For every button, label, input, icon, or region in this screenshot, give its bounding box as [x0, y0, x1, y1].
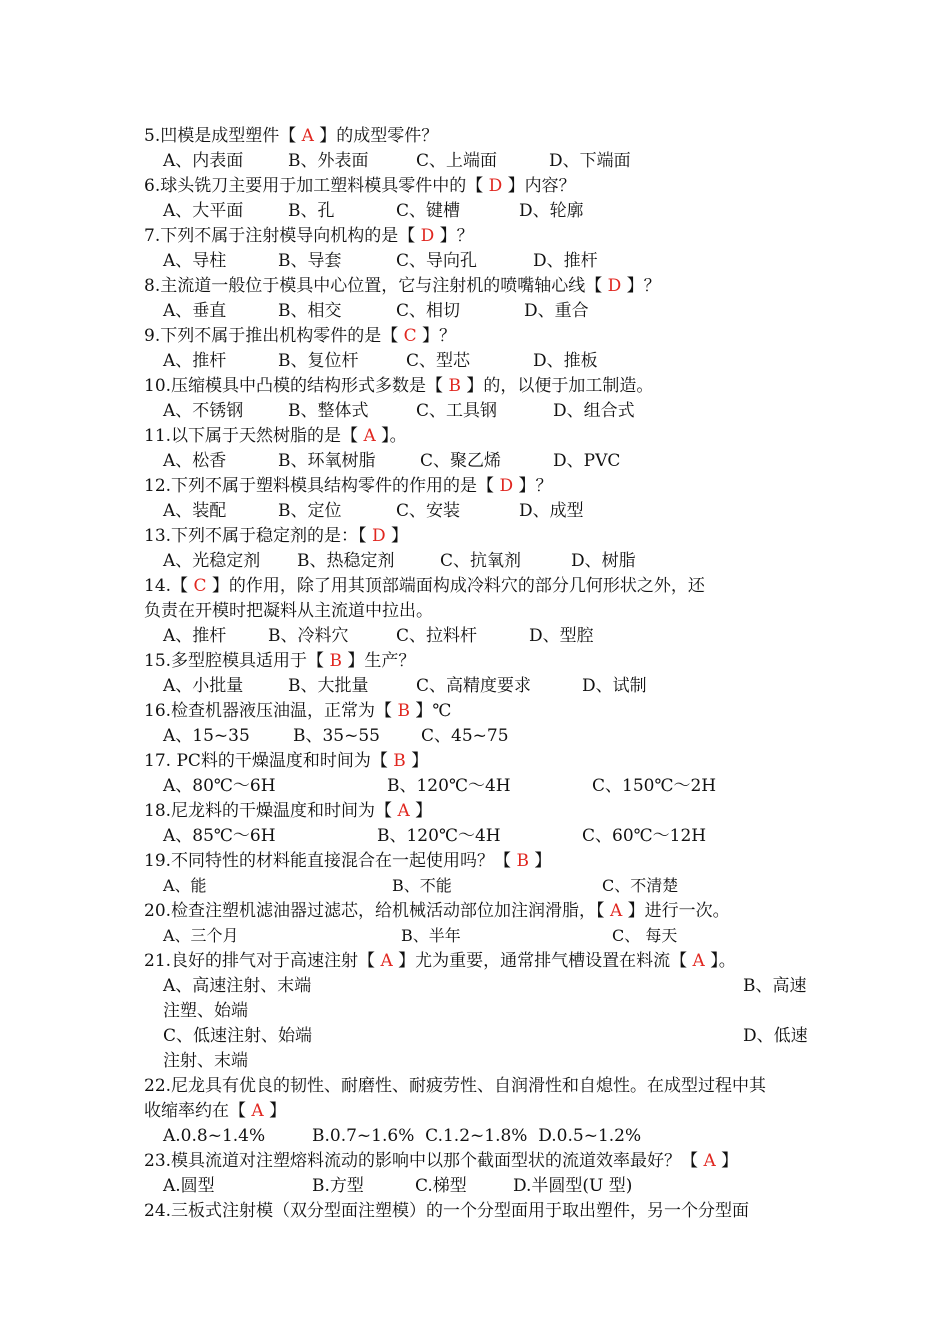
- options-5: A、内表面 B、外表面 C、上端面 D、下端面: [163, 151, 631, 171]
- answer: D: [371, 526, 386, 546]
- question-16: 16.检查机器液压油温，正常为【 B 】℃: [144, 701, 452, 721]
- question-14: 14.【 C 】的作用，除了用其顶部端面构成冷料穴的部分几何形状之外，还: [144, 576, 705, 596]
- answer: A: [397, 801, 410, 821]
- question-20: 20.检查注塑机滤油器过滤芯，给机械活动部位加注润滑脂，【 A 】进行一次。: [144, 901, 730, 921]
- question-7: 7.下列不属于注射模导向机构的是【 D 】？: [144, 226, 474, 246]
- question-12: 12.下列不属于塑料模具结构零件的作用的是【 D 】？: [144, 476, 553, 496]
- option-21-b: B、高速: [743, 976, 807, 996]
- answer: B: [393, 751, 406, 771]
- question-23: 23.模具流道对注塑熔料流动的影响中以那个截面型状的流道效率最好？【 A 】: [144, 1151, 739, 1171]
- answer-2: A: [692, 951, 705, 971]
- question-17: 17. PC料的干燥温度和时间为【 B 】: [144, 751, 429, 771]
- options-19: A、能 B、不能 C、不清楚: [163, 876, 679, 895]
- options-23: A.圆型 B.方型 C.梯型 D.半圆型(U 型): [163, 1176, 633, 1196]
- options-12: A、装配 B、定位 C、安装 D、成型: [163, 501, 584, 521]
- answer: B: [397, 701, 410, 721]
- options-14: A、推杆 B、冷料穴 C、拉料杆 D、型腔: [163, 626, 594, 646]
- question-5: 5.凹模是成型塑件【 A 】的成型零件？: [144, 126, 439, 146]
- options-9: A、推杆 B、复位杆 C、型芯 D、推板: [163, 351, 598, 371]
- answer: A: [251, 1101, 264, 1121]
- options-22: A.0.8~1.4% B.0.7~1.6% C.1.2~1.8% D.0.5~1.2%: [163, 1126, 642, 1146]
- options-18: A、85℃～6H B、120℃～4H C、60℃～12H: [163, 826, 707, 846]
- option-21-a: A、高速注射、末端: [163, 976, 312, 996]
- answer: A: [703, 1151, 716, 1171]
- question-21: 21.良好的排气对于高速注射【 A 】尤为重要，通常排气槽设置在料流【 A 】。: [144, 951, 736, 971]
- options-10: A、不锈钢 B、整体式 C、工具钢 D、组合式: [163, 401, 635, 421]
- question-22: 22.尼龙具有优良的韧性、耐磨性、耐疲劳性、自润滑性和自熄性。在成型过程中其: [144, 1076, 767, 1096]
- options-13: A、光稳定剂 B、热稳定剂 C、抗氧剂 D、树脂: [163, 551, 636, 571]
- options-6: A、大平面 B、孔 C、键槽 D、轮廓: [163, 201, 584, 221]
- answer: A: [609, 901, 623, 921]
- option-21-d-cont: 注射、末端: [163, 1051, 248, 1071]
- answer: A: [380, 951, 393, 971]
- question-11: 11.以下属于天然树脂的是【 A 】。: [144, 426, 407, 446]
- answer: B: [329, 651, 342, 671]
- options-15: A、小批量 B、大批量 C、高精度要求 D、试制: [163, 676, 647, 696]
- question-14-cont: 负责在开模时把凝料从主流道中拉出。: [144, 601, 433, 621]
- options-11: A、松香 B、环氧树脂 C、聚乙烯 D、PVC: [163, 451, 621, 471]
- answer: B: [448, 376, 461, 396]
- option-21-d: D、低速: [743, 1026, 808, 1046]
- question-6: 6.球头铣刀主要用于加工塑料模具零件中的【 D 】内容？: [144, 176, 576, 196]
- answer: D: [607, 276, 622, 296]
- question-24: 24.三板式注射模（双分型面注塑模）的一个分型面用于取出塑件，另一个分型面: [144, 1201, 750, 1221]
- options-20: A、三个月 B、半年 C、 每天: [163, 926, 678, 945]
- question-19: 19.不同特性的材料能直接混合在一起使用吗？【 B 】: [144, 851, 552, 871]
- question-22-cont: 收缩率约在【 A 】: [144, 1101, 287, 1121]
- answer: D: [420, 226, 435, 246]
- answer: C: [193, 576, 207, 596]
- options-8: A、垂直 B、相交 C、相切 D、重合: [163, 301, 589, 321]
- options-17: A、80℃～6H B、120℃～4H C、150℃～2H: [163, 776, 717, 796]
- option-21-c: C、低速注射、始端: [163, 1026, 313, 1046]
- answer: B: [516, 851, 529, 871]
- answer: A: [301, 126, 314, 146]
- question-18: 18.尼龙料的干燥温度和时间为【 A 】: [144, 801, 433, 821]
- question-15: 15.多型腔模具适用于【 B 】生产？: [144, 651, 416, 671]
- answer: D: [499, 476, 514, 496]
- answer: D: [488, 176, 503, 196]
- answer: A: [363, 426, 376, 446]
- question-8: 8.主流道一般位于模具中心位置，它与注射机的喷嘴轴心线【 D 】？: [144, 276, 661, 296]
- answer: C: [403, 326, 417, 346]
- question-9: 9.下列不属于推出机构零件的是【 C 】？: [144, 326, 457, 346]
- option-21-b-cont: 注塑、始端: [163, 1001, 248, 1021]
- question-13: 13.下列不属于稳定剂的是：【 D 】: [144, 526, 408, 546]
- options-16: A、15~35 B、35~55 C、45~75: [163, 726, 509, 746]
- question-10: 10.压缩模具中凸模的结构形式多数是【 B 】的，以便于加工制造。: [144, 376, 654, 396]
- options-7: A、导柱 B、导套 C、导向孔 D、推杆: [163, 251, 598, 271]
